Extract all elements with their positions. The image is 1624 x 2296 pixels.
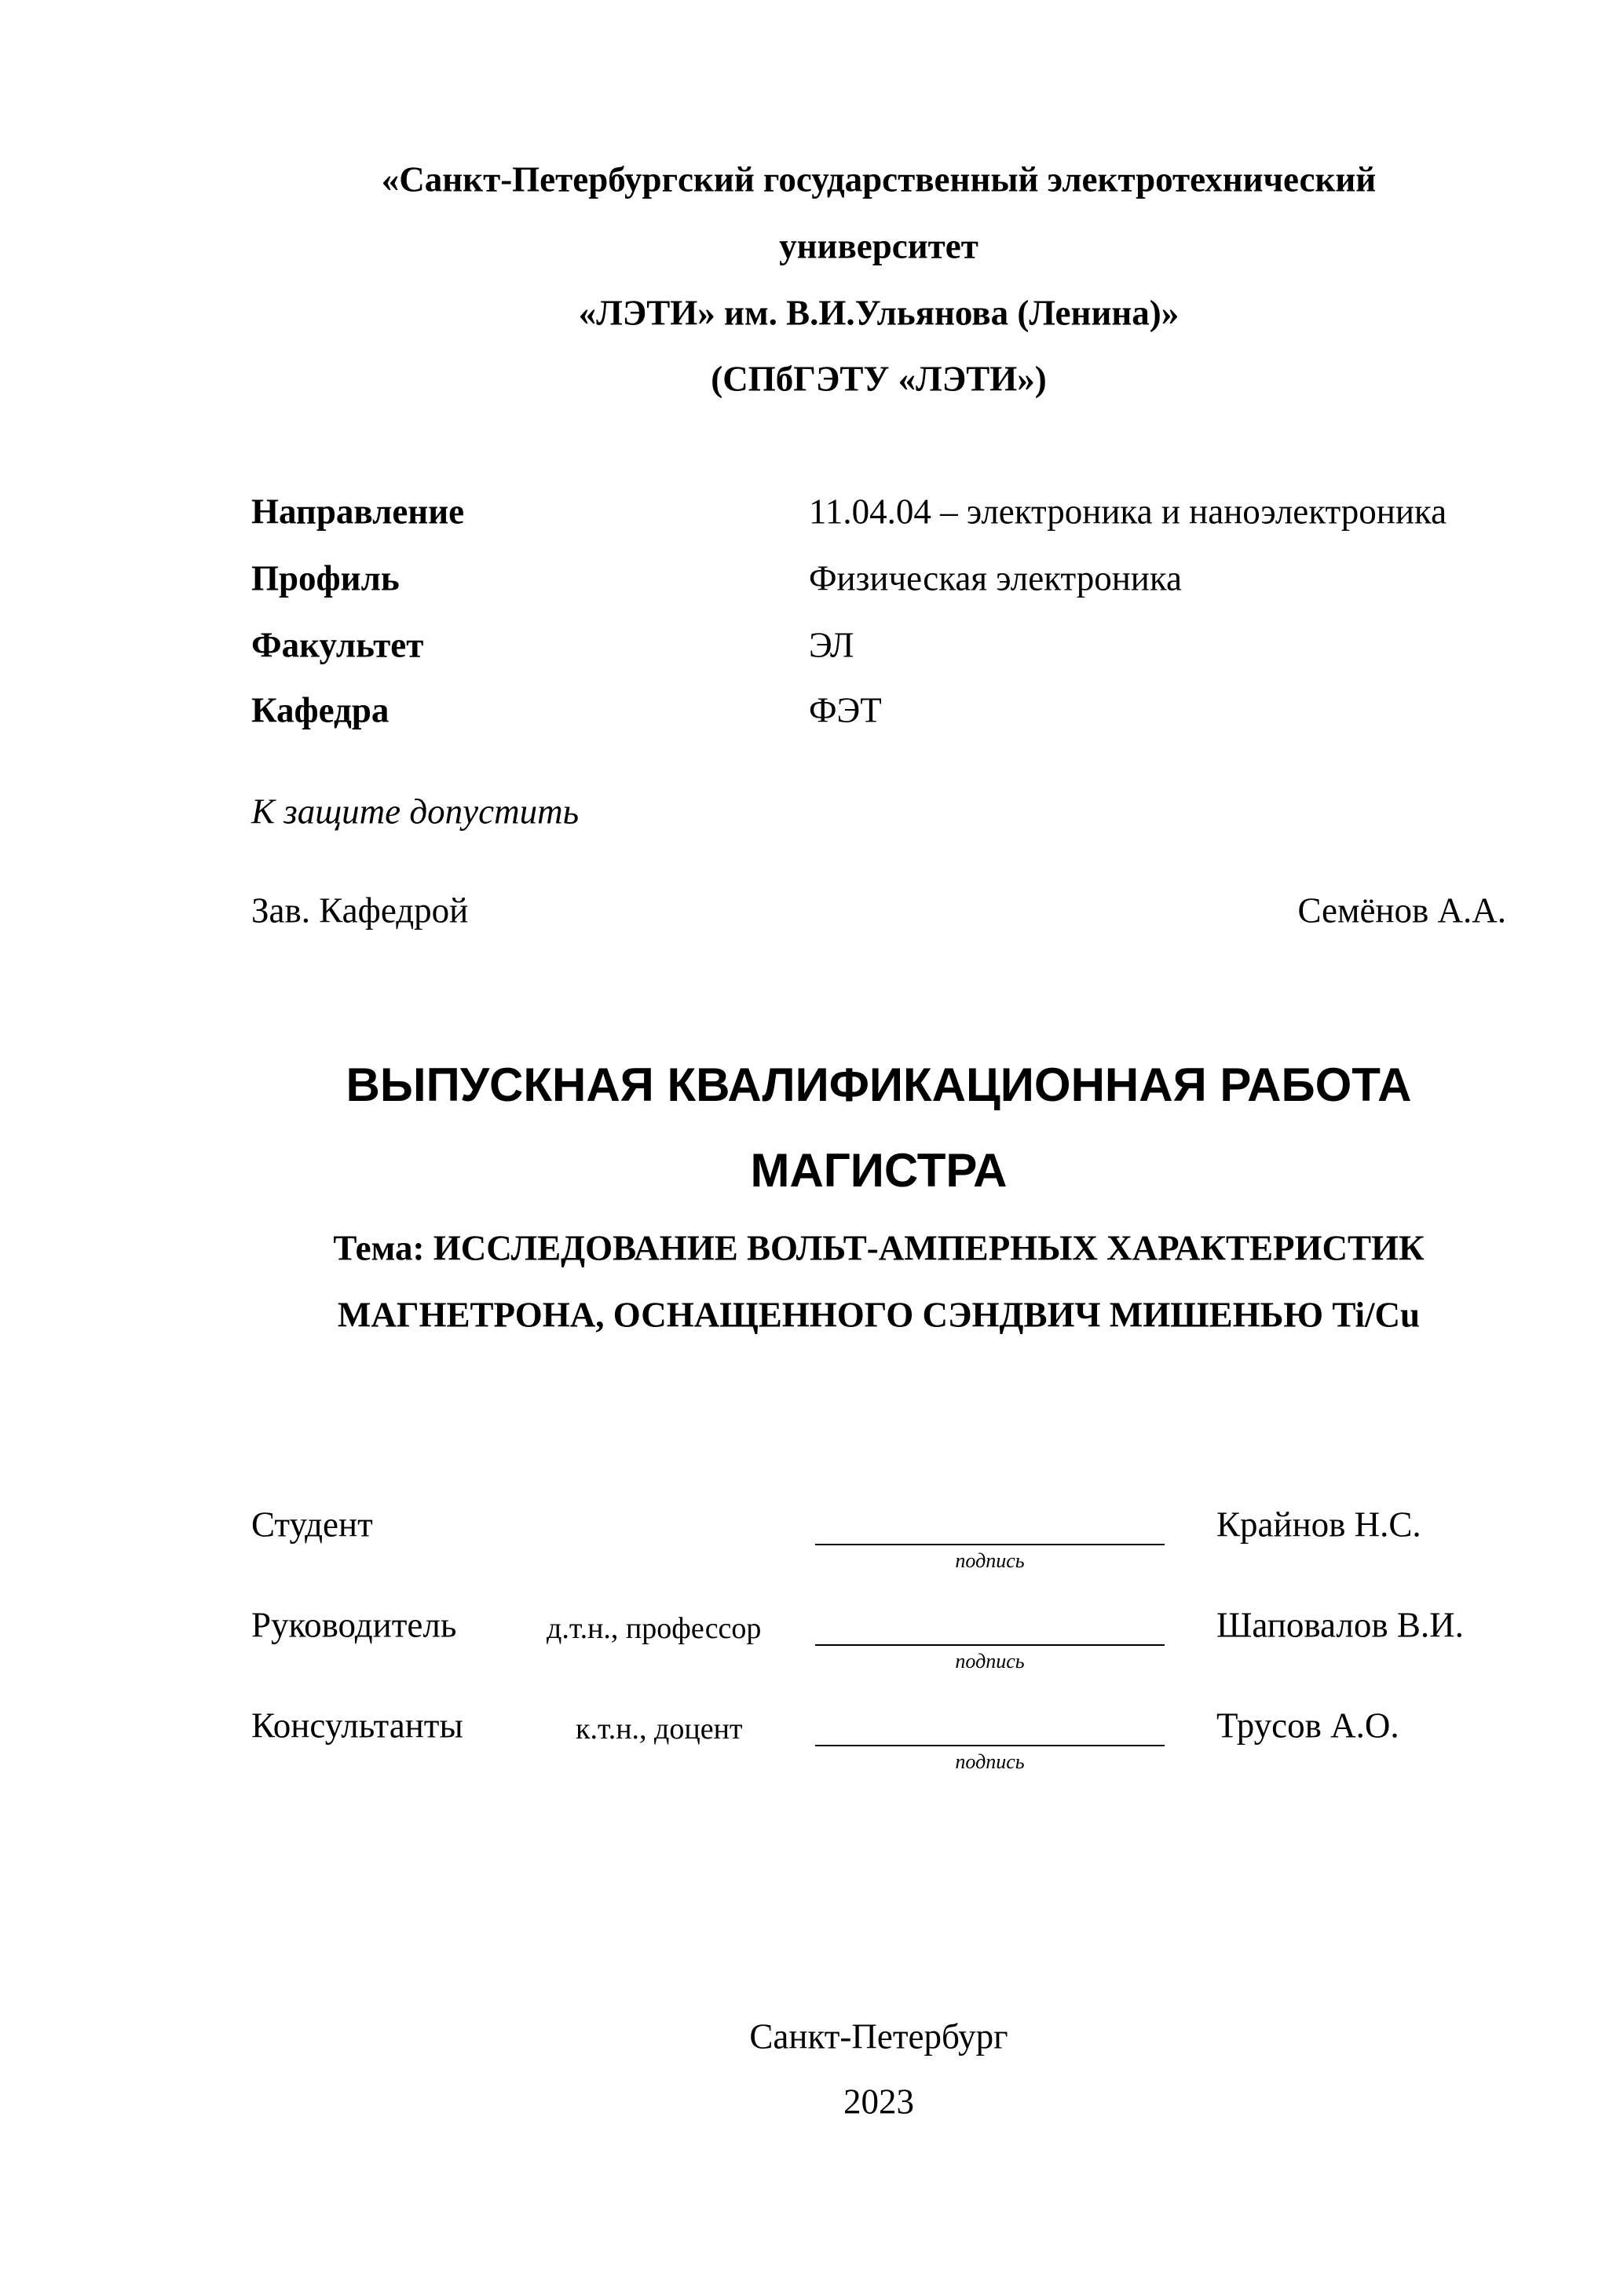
footer-year: 2023	[843, 2082, 914, 2122]
footer-city: Санкт-Петербург	[749, 2016, 1008, 2057]
header-line: университет	[779, 226, 978, 266]
info-value: ФЭТ	[809, 690, 882, 730]
info-label: Кафедра	[251, 690, 390, 730]
signature-line	[815, 1644, 1165, 1646]
topic-line: МАГНЕТРОНА, ОСНАЩЕННОГО СЭНДВИЧ МИШЕНЬЮ Ti/Cu	[337, 1295, 1421, 1335]
signature-caption: подпись	[955, 1750, 1025, 1773]
topic-line: Тема: ИССЛЕДОВАНИЕ ВОЛЬТ-АМПЕРНЫХ ХАРАКТЕРИСТИК	[333, 1228, 1425, 1268]
signature-role: Студент	[251, 1504, 373, 1545]
signature-name: Трусов А.О.	[1216, 1706, 1399, 1746]
signature-caption: подпись	[955, 1650, 1025, 1673]
approval-note: К защите допустить	[251, 792, 580, 832]
header-line: (СПбГЭТУ «ЛЭТИ»)	[711, 359, 1047, 399]
signature-line	[815, 1745, 1165, 1746]
signature-caption: подпись	[955, 1549, 1025, 1572]
header-line: «Санкт-Петербургский государственный электротехнический	[381, 159, 1377, 199]
title-line: ВЫПУСКНАЯ КВАЛИФИКАЦИОННАЯ РАБОТА	[346, 1058, 1412, 1111]
info-value: 11.04.04 – электроника и наноэлектроника	[809, 492, 1447, 532]
signature-name: Крайнов Н.С.	[1216, 1504, 1421, 1545]
signature-role: Руководитель	[251, 1605, 457, 1645]
signature-name: Шаповалов В.И.	[1216, 1605, 1464, 1645]
info-value: ЭЛ	[809, 625, 854, 665]
signature-role: Консультанты	[251, 1706, 463, 1746]
header-line: «ЛЭТИ» им. В.И.Ульянова (Ленина)»	[578, 293, 1180, 333]
title-line: МАГИСТРА	[750, 1144, 1008, 1197]
approval-role: Зав. Кафедрой	[251, 890, 469, 930]
info-label: Направление	[251, 492, 465, 532]
signature-degree: д.т.н., профессор	[547, 1612, 762, 1645]
info-label: Факультет	[251, 625, 424, 665]
info-label: Профиль	[251, 558, 400, 598]
approval-name: Семёнов А.А.	[1297, 890, 1506, 930]
signature-degree: к.т.н., доцент	[576, 1713, 743, 1746]
info-value: Физическая электроника	[809, 558, 1183, 598]
signature-line	[815, 1544, 1165, 1545]
